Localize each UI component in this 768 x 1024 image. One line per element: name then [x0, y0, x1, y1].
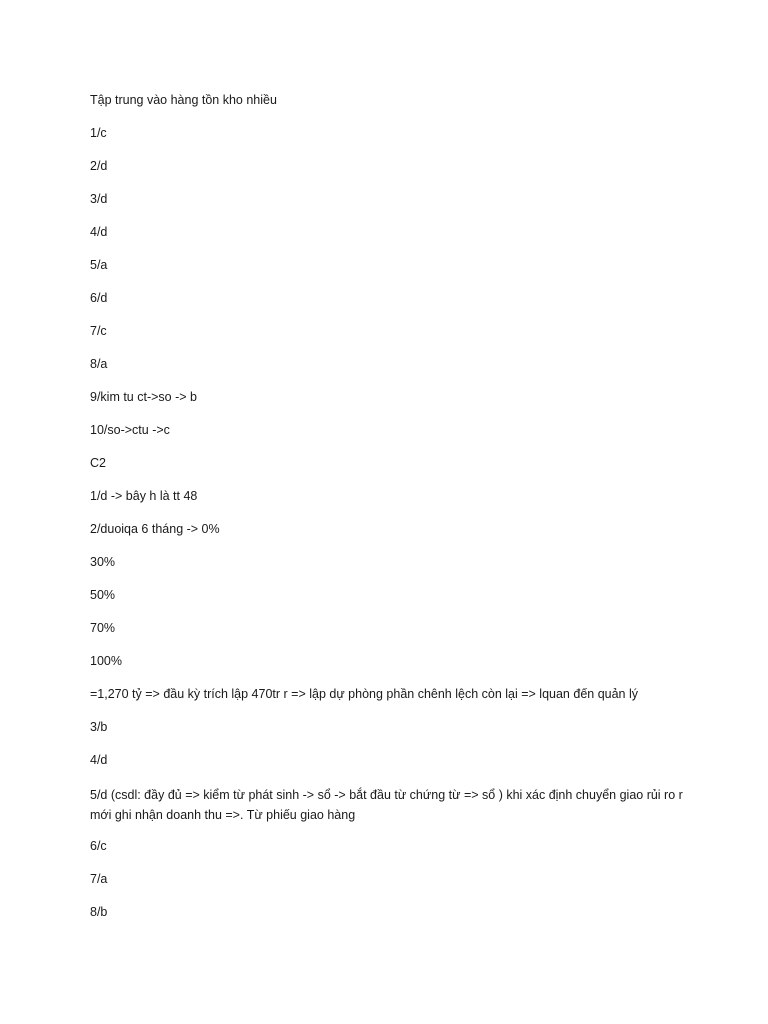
answer-line: 3/d [90, 192, 108, 206]
percent-line: 70% [90, 621, 116, 635]
percent-line: 30% [90, 555, 116, 569]
answer-line: 6/c [90, 839, 107, 853]
answer-line: 7/c [90, 324, 107, 338]
percent-line: 100% [90, 654, 122, 668]
answer-line: 6/d [90, 291, 108, 305]
answer-line: 8/b [90, 905, 108, 919]
answer-line: 5/a [90, 258, 108, 272]
answer-line: 7/a [90, 872, 108, 886]
answer-line: 4/d [90, 225, 108, 239]
answer-line: 9/kim tu ct->so -> b [90, 390, 197, 404]
answer-line: 4/d [90, 753, 108, 767]
answer-line: 1/d -> bây h là tt 48 [90, 489, 198, 503]
document-body [90, 92, 690, 937]
answer-line: 2/d [90, 159, 108, 173]
answer-line: 10/so->ctu ->c [90, 423, 170, 437]
answer-line: 8/a [90, 357, 108, 371]
answer-line: 3/b [90, 720, 108, 734]
note-paragraph: 5/d (csdl: đầy đủ => kiểm từ phát sinh -> sổ -> bắt đầu từ chứng từ => sổ ) khi xác định chuyển giao rủi ro r mới ghi nhận doanh thu =>. Từ phiếu giao hàng [90, 788, 687, 822]
percent-line: 50% [90, 588, 116, 602]
note-line: =1,270 tỷ => đầu kỳ trích lập 470tr r => lập dự phòng phần chênh lệch còn lại => lquan đến quản lý [90, 687, 638, 701]
answer-line: 2/duoiqa 6 tháng -> 0% [90, 522, 220, 536]
heading-line: Tập trung vào hàng tồn kho nhiều [90, 93, 277, 107]
answer-line: 1/c [90, 126, 107, 140]
section-label: C2 [90, 456, 106, 470]
